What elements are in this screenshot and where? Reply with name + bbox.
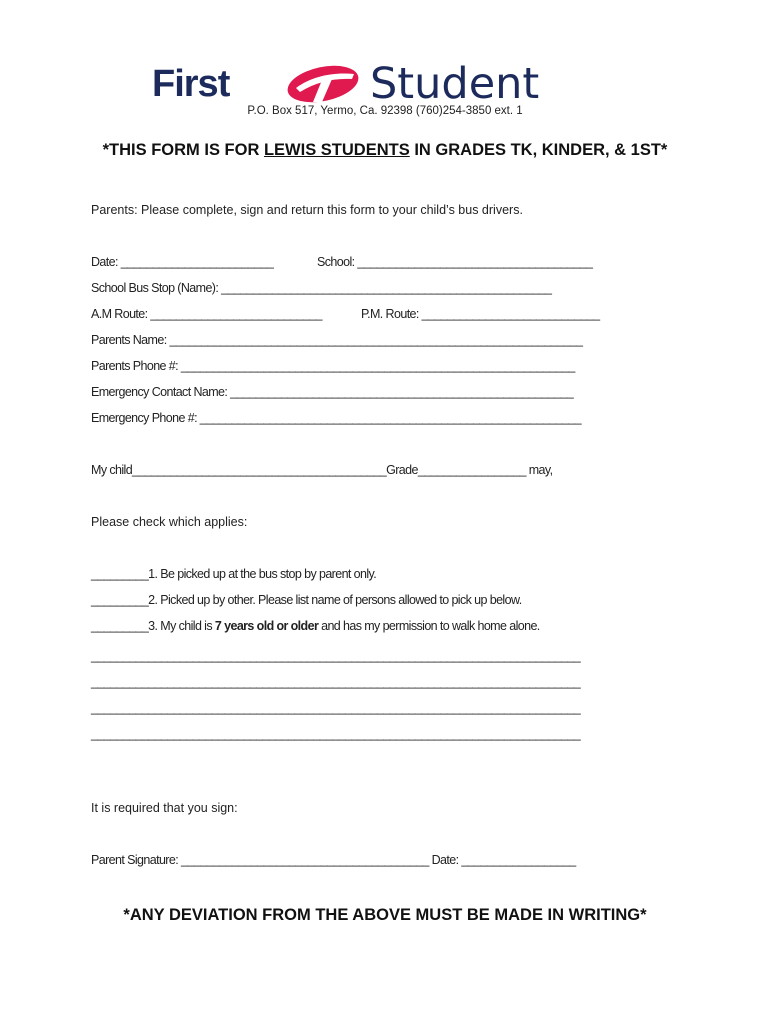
pickup-names-line[interactable]: _____________________________________________________________________________ (91, 649, 581, 663)
pickup-names-line[interactable]: _____________________________________________________________________________ (91, 701, 581, 715)
title-prefix: *THIS FORM IS FOR (102, 141, 264, 159)
pm-route-field[interactable]: P.M. Route: ____________________________ (361, 307, 600, 321)
child-name-blank[interactable]: ________________________________________ (132, 463, 387, 477)
footer-notice: *ANY DEVIATION FROM THE ABOVE MUST BE MADE IN WRITING* (123, 906, 647, 924)
signature-date-blank[interactable]: __________________ (461, 853, 576, 867)
logo-first-text: First (152, 63, 230, 105)
parents-name-field[interactable]: Parents Name: _________________________________________________________________ (91, 333, 583, 347)
grade-blank[interactable]: _________________ (417, 463, 526, 477)
option-2 (91, 593, 522, 607)
pickup-names-line[interactable]: _____________________________________________________________________________ (91, 675, 581, 689)
pickup-names-line[interactable]: _____________________________________________________________________________ (91, 727, 581, 741)
emergency-contact-field[interactable]: Emergency Contact Name: ______________________________________________________ (91, 385, 574, 399)
option-3-text-after: and has my permission to walk home alone. (318, 619, 540, 633)
my-child-prefix: My child (91, 463, 133, 477)
first-student-logo (152, 59, 622, 109)
form-title (0, 141, 770, 160)
parents-phone-field[interactable]: Parents Phone #: ______________________________________________________________ (91, 359, 575, 373)
date-field[interactable]: Date: ________________________ (91, 255, 274, 269)
bus-stop-field[interactable]: School Bus Stop (Name): ____________________________________________________ (91, 281, 552, 295)
signature-date-label: Date: (428, 853, 462, 867)
sign-prompt: It is required that you sign: (91, 801, 238, 815)
option-3 (91, 619, 540, 633)
am-route-field[interactable]: A.M Route: ___________________________ (91, 307, 322, 321)
my-child-line (91, 463, 553, 477)
signature-label: Parent Signature: (91, 853, 181, 867)
emergency-phone-field[interactable]: Emergency Phone #: ____________________________________________________________ (91, 411, 581, 425)
signature-blank[interactable]: _______________________________________ (180, 853, 429, 867)
option-1-text: 1. Be picked up at the bus stop by parent only. (148, 567, 377, 581)
option-2-text: 2. Picked up by other. Please list name of persons allowed to pick up below. (148, 593, 522, 607)
title-suffix: IN GRADES TK, KINDER, & 1ST* (409, 141, 668, 159)
my-child-suffix: may, (525, 463, 553, 477)
option-3-text-before: 3. My child is (148, 619, 215, 633)
title-school: LEWIS STUDENTS (263, 141, 410, 159)
option-1-checkbox-blank[interactable]: _________ (91, 567, 149, 581)
logo-student-text: Student (370, 59, 540, 109)
intro-text: Parents: Please complete, sign and return this form to your child’s bus drivers. (91, 203, 523, 217)
option-1 (91, 567, 376, 581)
school-field[interactable]: School: _____________________________________ (317, 255, 593, 269)
option-3-checkbox-blank[interactable]: _________ (91, 619, 149, 633)
option-3-bold-age: 7 years old or older (214, 619, 319, 633)
address-line: P.O. Box 517, Yermo, Ca. 92398 (760)254-3850 ext. 1 (247, 105, 523, 117)
signature-line (91, 853, 576, 867)
grade-label: Grade (386, 463, 418, 477)
check-prompt: Please check which applies: (91, 515, 248, 529)
option-2-checkbox-blank[interactable]: _________ (91, 593, 149, 607)
first-student-swoosh-icon (282, 62, 364, 106)
